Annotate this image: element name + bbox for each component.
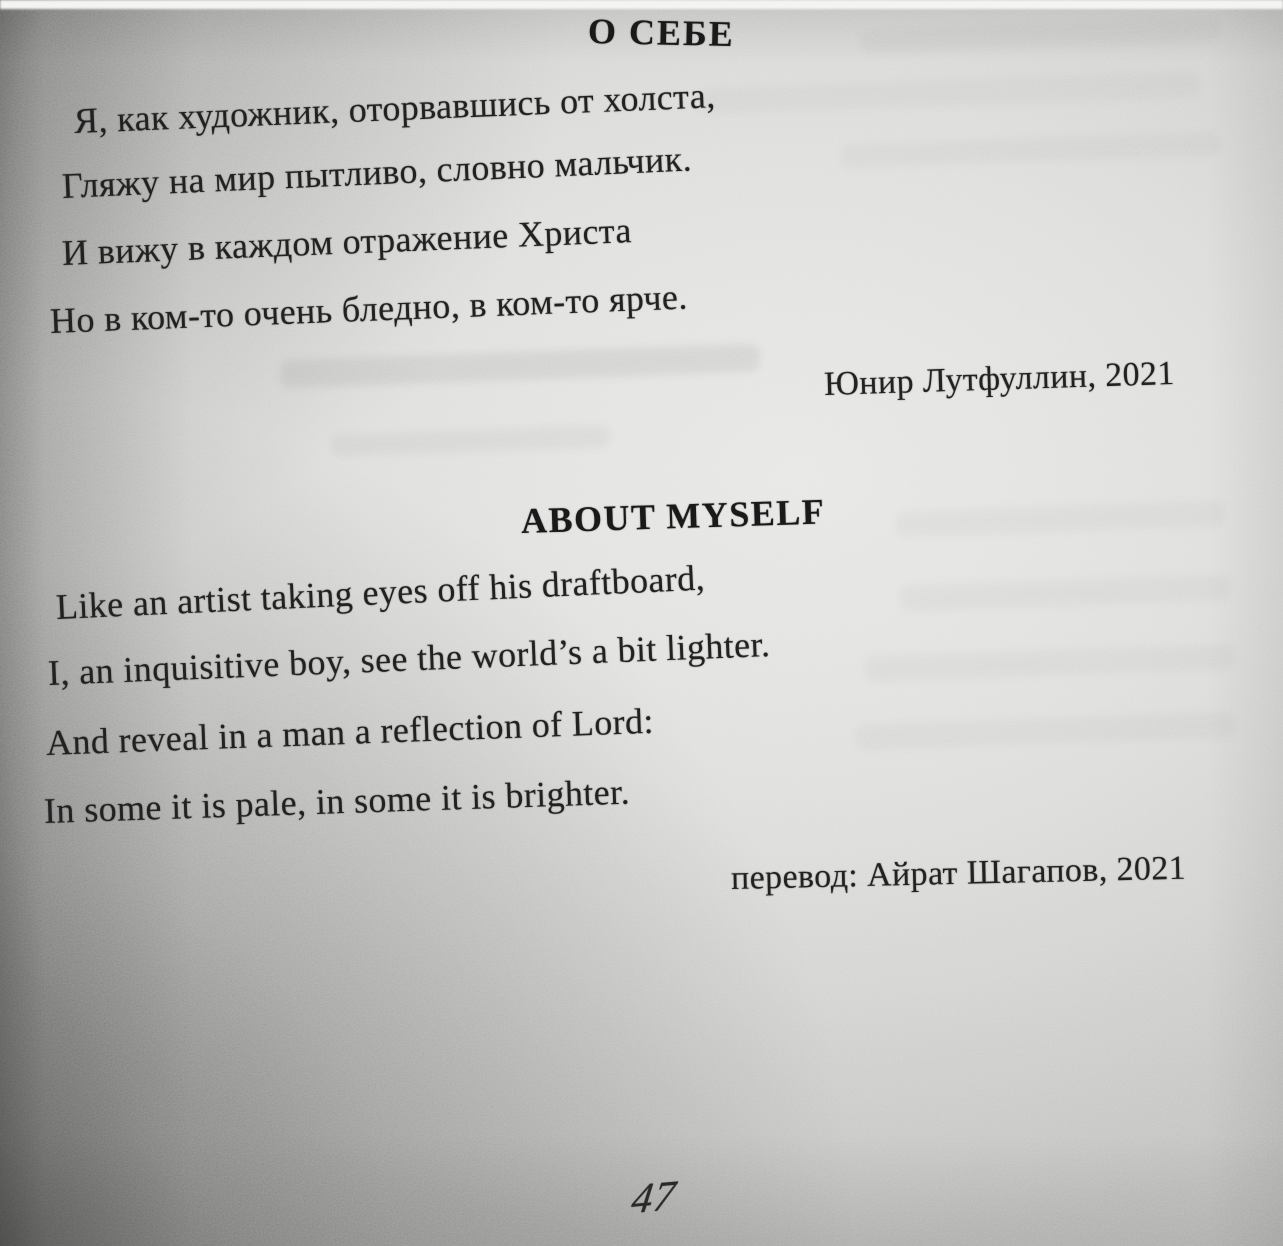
- russian-poem-attribution: Юнир Лутфуллин, 2021: [823, 354, 1176, 403]
- english-poem-title: ABOUT MYSELF: [520, 491, 826, 541]
- english-poem-attribution: перевод: Айрат Шагапов, 2021: [730, 849, 1187, 897]
- english-poem-line-2: I, an inquisitive boy, see the world’s a bit lighter.: [47, 624, 771, 693]
- english-poem-line-3: And reveal in a man a reflection of Lord:: [45, 700, 655, 763]
- bleed-through-line: [900, 574, 1231, 612]
- russian-poem-line-2: Гляжу на мир пытливо, словно мальчик.: [61, 138, 693, 206]
- russian-poem-line-1: Я, как художник, оторвавшись от холста,: [73, 75, 717, 141]
- bleed-through-line: [860, 18, 1221, 55]
- bleed-through-line: [330, 425, 611, 457]
- photo-top-edge: [0, 0, 1283, 9]
- bleed-through-line: [855, 711, 1236, 750]
- bleed-through-line: [865, 644, 1236, 683]
- russian-poem-line-4: Но в ком-то очень бледно, в ком-то ярче.: [49, 276, 689, 341]
- bleed-through-line: [700, 71, 1201, 114]
- bleed-through-line: [895, 500, 1226, 538]
- russian-poem-line-3: И вижу в каждом отражение Христа: [61, 210, 633, 273]
- english-poem-line-1: Like an artist taking eyes off his draftboard,: [55, 557, 706, 627]
- bleed-through-line: [280, 344, 761, 389]
- page-number: 47: [628, 1172, 680, 1224]
- russian-poem-title: О СЕБЕ: [587, 11, 736, 55]
- bleed-through-line: [840, 131, 1221, 168]
- english-poem-line-4: In some it is pale, in some it is brighter.: [43, 771, 631, 831]
